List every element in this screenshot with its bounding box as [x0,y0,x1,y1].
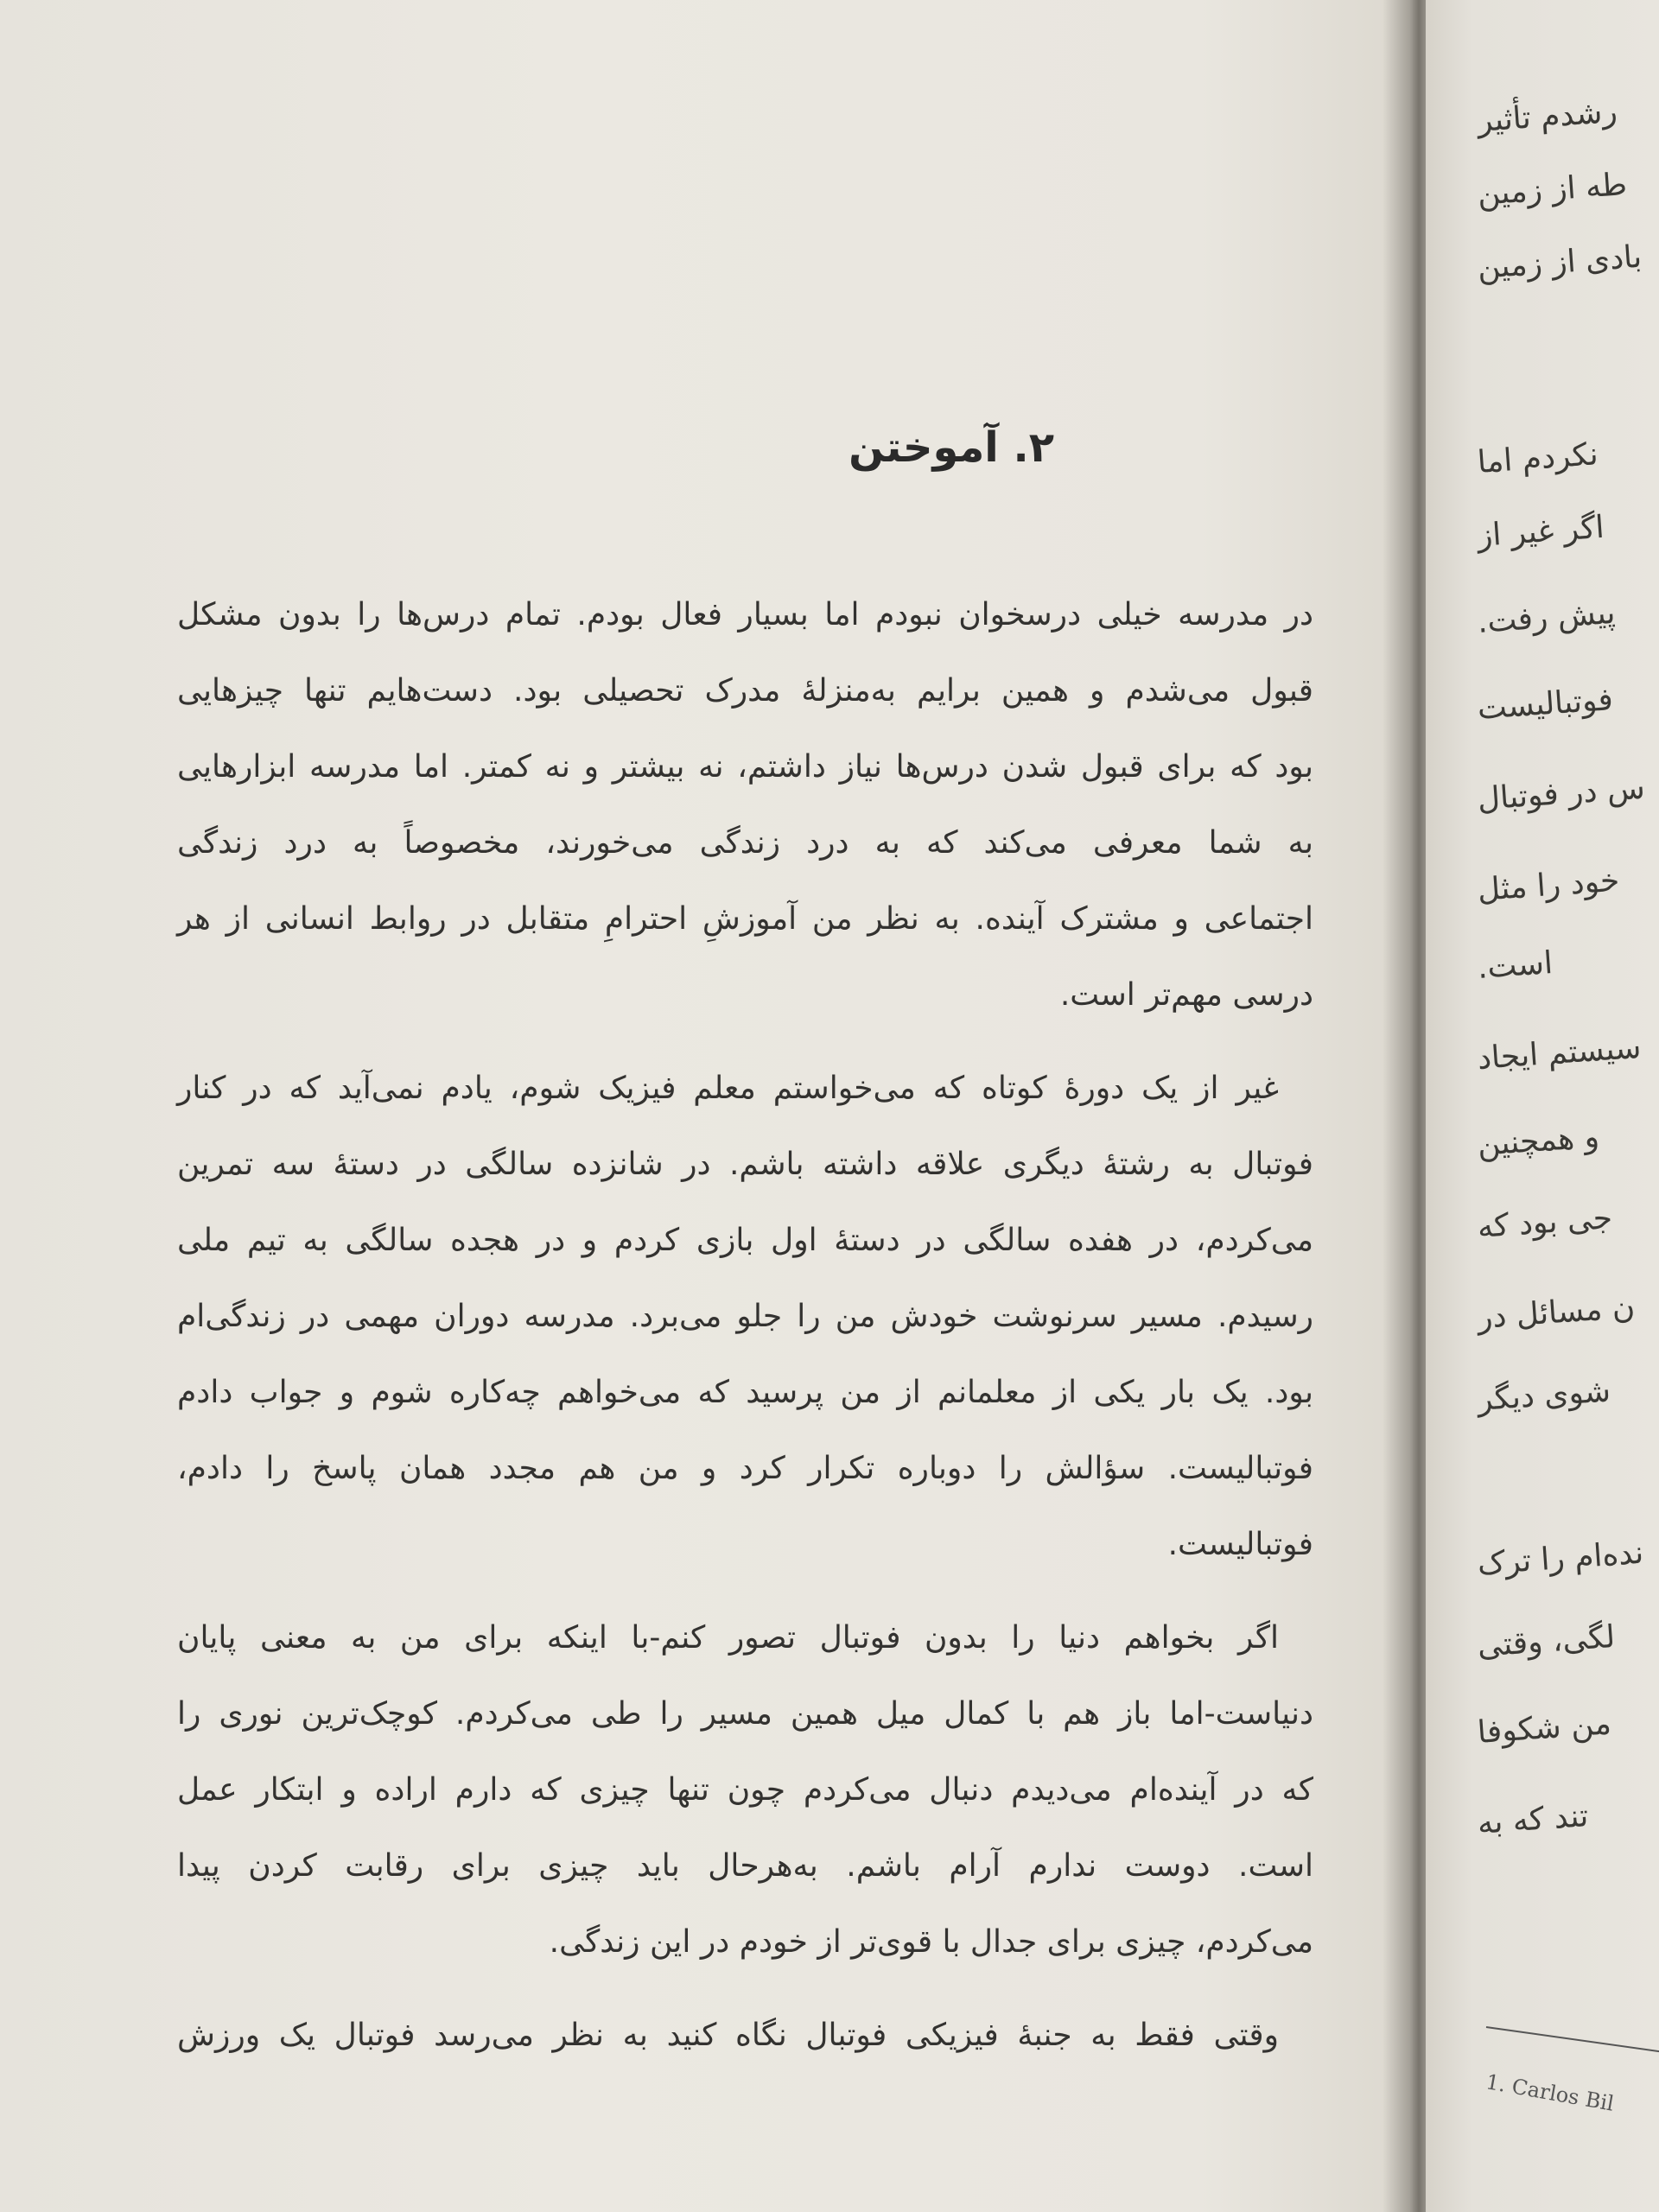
text-line: فوتبال به رشتهٔ دیگری علاقه داشته باشم. در شانزده سالگی در دستهٔ سه تمرین [177,1147,1313,1182]
text-line: می‌کردم، در هفده سالگی در دستهٔ اول بازی کردم و در هجده سالگی به تیم ملی [177,1223,1313,1258]
right-page-line: شوی دیگر [1476,1373,1612,1418]
text-line: اگر بخواهم دنیا را بدون فوتبال تصور کنم-با اینکه برای من به معنی پایان [177,1620,1279,1656]
text-line: رسیدم. مسیر سرنوشت خودش من را جلو می‌برد. مدرسه دوران مهمی در زندگی‌ام [177,1299,1313,1334]
body-text [177,577,1313,2091]
text-line: وقتی فقط به جنبهٔ فیزیکی فوتبال نگاه کنید به نظر می‌رسد فوتبال یک ورزش [177,2018,1279,2053]
text-line: بود. یک بار یکی از معلمانم از من پرسید که می‌خواهم چه‌کاره شوم و جواب دادم [177,1375,1313,1410]
right-page-line: پیش رفت. [1476,594,1617,640]
paragraph-1 [177,577,1313,1033]
text-line: به شما معرفی می‌کند که به درد زندگی می‌خورند، مخصوصاً به درد زندگی [177,825,1313,861]
right-page-line: ن مسائل در [1476,1289,1637,1336]
paragraph-4 [177,1998,1313,2074]
right-page-line: سیستم ایجاد [1476,1029,1643,1077]
text-line: است. دوست ندارم آرام باشم. به‌هرحال باید چیزی برای رقابت کردن پیدا [177,1848,1313,1884]
right-page-line: بادی از زمین [1476,238,1643,286]
right-page-line: فوتبالیست [1476,682,1615,727]
footnote: 1. Carlos Bil [1484,2069,1616,2116]
paragraph-2 [177,1051,1313,1583]
right-page-line: جی بود که [1476,1200,1614,1245]
text-line: در مدرسه خیلی درسخوان نبودم اما بسیار فعال بودم. تمام درس‌ها را بدون مشکل [177,597,1313,632]
text-line: بود که برای قبول شدن درس‌ها نیاز داشتم، نه بیشتر و نه کمتر. اما مدرسه ابزارهایی [177,749,1313,785]
right-page [1426,0,1659,2212]
right-page-line: س در فوتبال [1476,770,1647,817]
text-line: غیر از یک دورهٔ کوتاه که می‌خواستم معلم فیزیک شوم، یادم نمی‌آید که در کنار [177,1071,1279,1106]
text-line: قبول می‌شدم و همین برایم به‌منزلهٔ مدرک تحصیلی بود. دست‌هایم تنها چیزهایی [177,673,1313,709]
text-line: درسی مهم‌تر است. [1059,977,1313,1013]
right-page-line: طه از زمین [1476,166,1629,213]
right-page-line: اگر غیر از [1476,509,1605,554]
text-line: اجتماعی و مشترک آینده. به نظر من آموزشِ احترامِ متقابل در روابط انسانی از هر [177,901,1313,937]
right-page-line: لگی، وقتی [1476,1618,1617,1664]
text-line: فوتبالیست. [1167,1527,1313,1562]
right-page-line: تند که به [1476,1798,1590,1841]
right-page-line: نده‌ام را ترک [1476,1535,1645,1582]
right-page-line: رشدم تأثیر [1476,93,1618,139]
text-line: که در آینده‌ام می‌دیدم دنبال می‌کردم چون تنها چیزی که دارم اراده و ابتکار عمل [177,1772,1313,1808]
right-page-line: و همچنین [1476,1119,1601,1163]
text-line: دنیاست-اما باز هم با کمال میل همین مسیر را طی می‌کردم. کوچک‌ترین نوری را [177,1696,1313,1732]
chapter-title: ۲. آموختن [849,423,1054,472]
text-line: می‌کردم، چیزی برای جدال با قوی‌تر از خودم در این زندگی. [549,1924,1313,1960]
right-page-line: نکردم اما [1476,436,1599,480]
paragraph-3 [177,1600,1313,1980]
right-page-line: من شکوفا [1476,1706,1613,1751]
text-line: فوتبالیست. سؤالش را دوباره تکرار کرد و من هم مجدد همان پاسخ را دادم، [177,1451,1313,1486]
right-page-line: است. [1476,944,1554,986]
right-page-line: خود را مثل [1476,862,1621,908]
footnote-divider [1486,2026,1659,2055]
